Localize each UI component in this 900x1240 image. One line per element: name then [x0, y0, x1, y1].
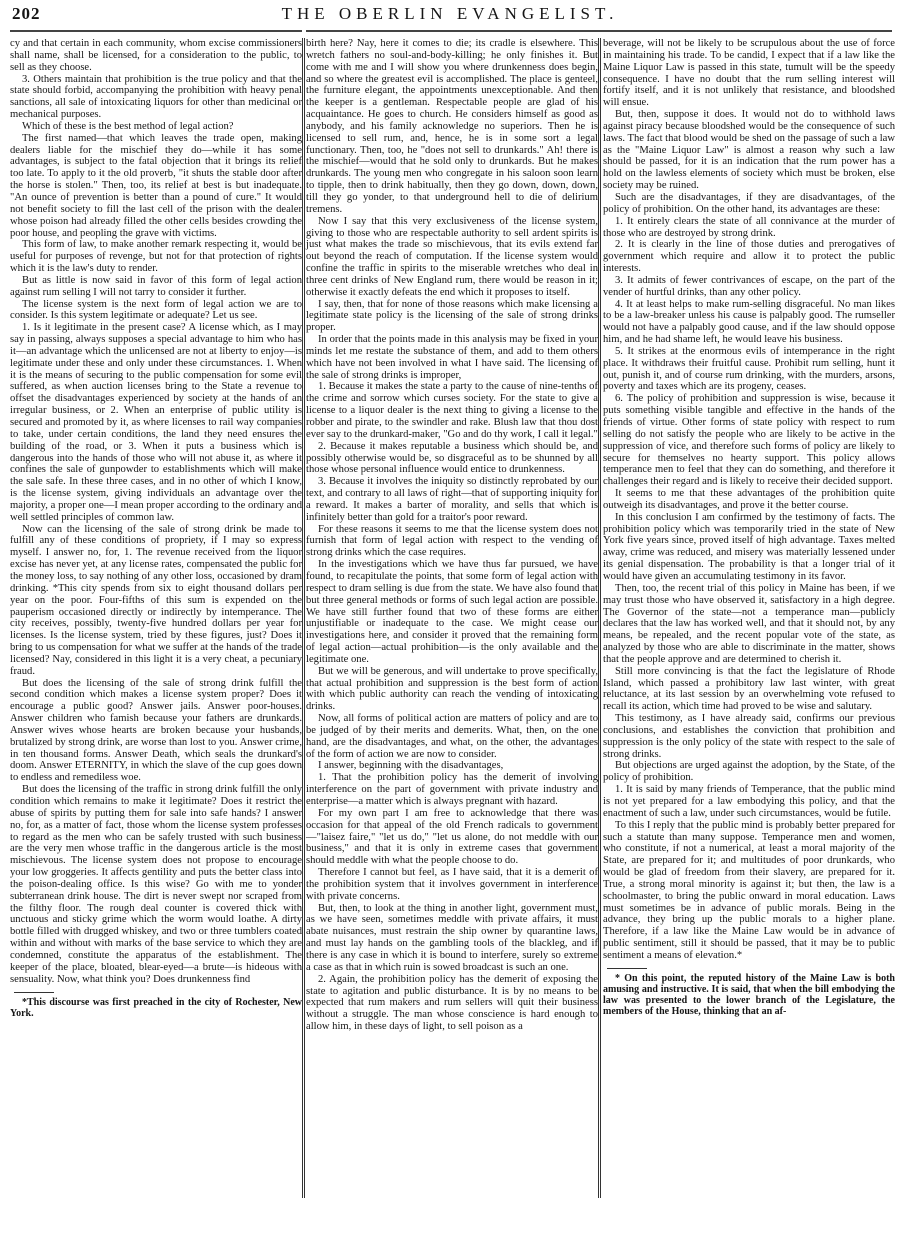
- paragraph: beverage, will not be likely to be scrupulous about the use of force in maintaining his trade. To be candid, I expect that if a law like the Maine Liquor Law is passed in this state, tumult will be the speedy consequence. I have no doubt that the rum selling interest will fortify itself, and it is not unlikely that resistance, and bloodshed will ensue.: [603, 38, 895, 109]
- paragraph: Which of these is the best method of legal action?: [22, 120, 234, 132]
- paragraph: This testimony, as I have already said, confirms our previous conclusions, and establishes the conviction that prohibition and suppression is the only policy of the state with respect to the sale of strong drinks.: [603, 713, 895, 760]
- page-number: 202: [12, 4, 41, 23]
- paragraph: But does the licensing of the traffic in strong drink fulfill the only condition which remains to make it legitimate? Does it restrict the abuse of spirits by putting them for sale into safe hands? I answer no, for, as a matter of fact, those whom the license system professes to regard as the men who can be safely trusted with such business are the very men whose traffic in the dangerous article is the most mischievous. The license system does not propose to encourage your low groggeries. It affects gentility and puts the better class into the poison-dealing office. Is this wise? Go with me to yonder subterranean drink house. The dirt is never swept nor scraped from the filthy floor. The rough deal counter is covered thick with unctuous and sticky grime which the worm would loathe. A dirty bottle filled with drugged whiskey, and two or three tumblers coated within and without with marks of the base service to which they are condemned, constitute the apparatus of the establishment. The keeper of the place, bloated, blear-eyed—a brute—is hideous with sensuality. Now, what think you? Does drunkenness find: [10, 784, 302, 985]
- column-2: [306, 38, 598, 1033]
- footnote-rule: [607, 968, 647, 969]
- paragraph: But does the licensing of the sale of strong drink fulfill the second condition which makes a license system proper? Does it encourage a public good? Answer jails. Answer poor-houses. Answer children who famish because your fathers are drunkards. Answer wives whose hearts are broken because your husbands, brutalized by strong drink, are worse than lost to you. Answer crime, in ten thousand forms. Answer Death, which seals the drunkard's doom. Answer ETERNITY, in which the slave of the cup goes down to endless and remediless woe.: [10, 677, 302, 784]
- paragraph: It seems to me that these advantages of the prohibition quite outweigh its disadvantages, and prove it the better course.: [603, 488, 895, 511]
- paragraph: But, then, suppose it does. It would not do to withhold laws against piracy because bloodshed would be the consequence of such laws. The fact that blood would be shed on the passage of such a law as the "Maine Liquor Law" is almost a reason why such a law should be passed, for it is an indication that the rum power has a hold on the lawless elements of society which must be broken, else society may be ruined.: [603, 109, 895, 192]
- paragraph: In the investigations which we have thus far pursued, we have found, to recapitulate the points, that some form of legal action with respect to dram selling is due from the state. We have also found that but three general methods or forms of such legal action are possible. We have still further found that two of these forms are either unjustifiable or inadequate to the case. We might cease our investigations here, and consider it proved that the remaining form of legal action—actual prohibition—is the only available and the legitimate one.: [306, 559, 598, 665]
- paragraph: In order that the points made in this analysis may be fixed in your minds let me restate the substance of them, and add to them others which have not been involved in what I have said. The licensing of the sale of strong drinks is improper,: [306, 334, 598, 381]
- column-divider: [598, 38, 601, 1198]
- paragraph: 2. Because it makes reputable a business which should be, and possibly otherwise would be, so disgraceful as to be shunned by all those whose personal influence would entice to drunkenness.: [306, 440, 598, 476]
- paragraph: 1. That the prohibition policy has the demerit of involving interference on the part of government with private industry and enterprise—a matter which is always pregnant with hazard.: [306, 772, 598, 807]
- footnote: *This discourse was first preached in the city of Rochester, New York.: [10, 996, 302, 1019]
- paragraph: Still more convincing is that the fact the legislature of Rhode Island, which passed a prohibitory law last winter, with great reluctance, at its last session by an overwhelming vote refused to recall its action, which time had proved to be wise and salutary.: [603, 665, 895, 713]
- paragraph: Now, all forms of political action are matters of policy and are to be judged of by their merits and demerits. What, then, on the one hand, are the disadvantages, and what, on the other, the advantages of the form of action we are now to consider.: [306, 713, 598, 760]
- header-rule: [306, 30, 892, 32]
- paragraph: birth here? Nay, here it comes to die; its cradle is elsewhere. This wretch fathers no soul-and-body-killing; he only finishes it. But come with me and I will show you where drunkenness does begin, and so where the greatest evil is accomplished. The place is genteel, the furniture elegant, the appointments unexceptionable. And then the keeper is a gentleman. Respectable people are glad of his acquaintance. He goes to church. He considers himself as good as anybody, and his family acknowledge no superiors. Then he is licensed to sell rum, and, hence, he is in some sort a legal functionary. Then, too, he "does not sell to drunkards." Ah! there is the mischief—would that he sold only to drunkards. But he makes drunkards. The young men who congregate in his saloon soon learn to tipple, then to drink habitually, then they go down, down, down, till they go yonder, to that underground hell to die of delirium tremens.: [306, 38, 598, 215]
- paragraph: For my own part I am free to acknowledge that there was occasion for that appeal of the old French radicals to government—"laisez faire," "let us do," "let us alone, do not meddle with our business," and that it is only in extreme cases that government should meddle with what the people choose to do.: [306, 807, 598, 867]
- paragraph: 6. The policy of prohibition and suppression is wise, because it puts something visible tangible and effective in the hands of the friends of virtue. Other forms of state policy with respect to rum selling do not satisfy the people who are likely to be active in the suppression of vice, and therefore such forms of policy are likely to secure for themselves no hearty support. This policy allows temperance men to feel that they can do something, and therefore it challenges their regard and is likely to receive their decided support.: [603, 393, 895, 488]
- paragraph: 3. Others maintain that prohibition is the true policy and that the state should forbid, accompanying the prohibition with heavy penal sanctions, all sale of intoxicating liquors for other than medicinal or mechanical purposes.: [10, 73, 302, 121]
- paragraph: 1. Because it makes the state a party to the cause of nine-tenths of the crime and sorrow which curses society. For the state to give a license to a liquor dealer is the next thing to giving a license to the robber and pirate, to the swindler and rake. Blush law that thou dost ever say to the drunkard-maker, "Go and do thy work, I call it legal.": [306, 381, 598, 440]
- paragraph: Now can the licensing of the sale of strong drink be made to fulfill any of these conditions of propriety, if I may so express myself. I answer no, for, 1. The revenue received from the liquor excise has never yet, at any license rates, compensated the public for the money loss, to say nothing of any other loss, occasioned by dram drinking. *This city spends from six to eight thousand dollars per year on the poor. Four-fifths of this sum is expended on the pauperism occasioned directly or indirectly by intemperance. The city receives, possibly, twenty-five hundred dollars per year for licenses. Is the license system, tried by these figures, just? Does it bring to us compensation for what we suffer at the hands of the trade licensed? Nay, considered in this light it is a very cheat, a pecuniary fraud.: [10, 523, 302, 677]
- paragraph: Then, too, the recent trial of this policy in Maine has been, if we may trust those who have observed it, satisfactory in a high degree. The Governor of the state—not a temperance man—publicly declares that the law has worked well, and that it should not, by any means, be repealed, and the recent popular vote of the state, as analyzed by those who are able to discriminate in the matter, shows that the people approve and are determined to cherish it.: [603, 582, 895, 665]
- paragraph: But we will be generous, and will undertake to prove specifically, that actual prohibition and suppression is the best form of action with which public authority can reach the vending of intoxicating drinks.: [306, 665, 598, 713]
- footnote: * On this point, the reputed history of the Maine Law is both amusing and instructive. It is said, that when the bill embodying the law was presented to the lower branch of the Legislature, the members of the House, thinking that an af-: [603, 972, 895, 1018]
- paragraph: cy and that certain in each community, whom excise commissioners shall name, shall be licensed, for a consideration to the public, to sell as they choose.: [10, 38, 302, 73]
- paragraph: I answer, beginning with the disadvantages,: [318, 760, 504, 772]
- paragraph: 5. It strikes at the enormous evils of intemperance in the right place. It withdraws their fruitful cause. Prohibit rum selling, hunt it out, punish it, and of course rum drinking, with the murders, arsons, poverty and taxes which are its progeny, ceases.: [603, 345, 895, 393]
- paragraph: 3. It admits of fewer contrivances of escape, on the part of the vender of hurtful drinks, than any other policy.: [603, 274, 895, 298]
- paragraph: 1. Is it legitimate in the present case? A license which, as I may say in passing, always supposes a special advantage to him who has it—an advantage which the unlicensed are not at liberty to enjoy—is legitimate under these and only under these circumstances. 1. When it is the means of securing to the public compensation for some evil suffered, as when auction licenses bring to the State a revenue to offset the disadvantages experienced by society at the hands of an irregular business, or 2. When an enterprise of public utility is secured and promoted by it, as where licenses to rail way companies to take, under certain conditions, the land they need ensures the building of the road, or 3. When it puts a business which is dangerous into the hands of those who will not abuse it, as where it confines the sale of gunpowder to establishments which will make the sale safe. In these three cases, and in no other of which I know, is the license system, giving individuals an advantage over the majority, a proper one—I mean proper according to the ordinary and well settled principles of common law.: [10, 322, 302, 523]
- paragraph: To this I reply that the public mind is probably better prepared for such a statute than many suppose. Temperance men and women, who constitute, if not a numerical, at least a moral majority of the State, are prepared for it; and multitudes of poor drunkards, who would be glad of freedom from their slavery, are prepared for it. True, a strong moral minority is against it; but then, the law is a schoolmaster, to bring the public onward in moral education. Laws must sometimes be in advance of public morals. Being in the advance, they bring up the public morals to a higher plane. Therefore, if a law like the Maine Law would be in advance of public sentiment, still it should be passed, that it may be to public sentiment a means of elevation.*: [603, 819, 895, 961]
- paragraph: But as little is now said in favor of this form of legal action against rum selling I will not tarry to consider it further.: [10, 274, 302, 298]
- masthead-title: THE OBERLIN EVANGELIST.: [281, 4, 619, 23]
- paragraph: But objections are urged against the adoption, by the State, of the policy of prohibition.: [603, 760, 895, 784]
- paragraph: Therefore I cannot but feel, as I have said, that it is a demerit of the prohibition system that it involves government in interference with private concerns.: [306, 867, 598, 902]
- paragraph: Such are the disadvantages, if they are disadvantages, of the policy of prohibition. On the other hand, its advantages are these:: [603, 191, 895, 215]
- paragraph: For these reasons it seems to me that the license system does not furnish that form of legal action with respect to the vending of strong drinks which the case requires.: [306, 523, 598, 559]
- paragraph: 2. It is clearly in the line of those duties and prerogatives of government which require and allow it to protect the public interests.: [603, 239, 895, 275]
- paragraph: Now I say that this very exclusiveness of the license system, giving to those who are respectable authority to sell ardent spirits is just what makes the trade so mischievous, that its evils extend far out beyond the reach of computation. If the license system would confine the traffic in spirits to the miserable wretches who deal in three cent drinks of New England rum, there would be reason in it; otherwise it exactly defeats the end which it proposes to itself.: [306, 215, 598, 298]
- paragraph: The first named—that which leaves the trade open, making dealers liable for the mischief they do—while it has some advantages, is subject to the fatal objection that it brings its relief too late. To apply to it the old proverb, "it shuts the stable door after the horse is stolen." Then, too, its relief at best is but inadequate. "An ounce of prevention is better than a pound of cure." It would not benefit society to fill the last cell of the prison with the dealer whose poison had already filled the other cells besides crowding the poor house, and peopling the grave with victims.: [10, 132, 302, 239]
- paragraph: But, then, to look at the thing in another light, government must, as we have seen, sometimes meddle with private affairs, it must abate nuisances, must restrain the ship owner by quarantine laws, and must lay hands on the gambling tools of the blackleg, and if there is any case in which it is bound to interfere, surely so extreme a case as that in which ruin is sowed broadcast is such an one.: [306, 902, 598, 973]
- paragraph: 1. It entirely clears the state of all connivance at the murder of those who are destroyed by strong drink.: [603, 215, 895, 239]
- paragraph: This form of law, to make another remark respecting it, would be useful for purposes of revenge, but not for that protection of rights which it is the law's duty to render.: [10, 239, 302, 275]
- column-3: [603, 38, 895, 1018]
- column-divider: [302, 38, 305, 1198]
- column-1: [10, 38, 302, 1019]
- paragraph: I say, then, that for none of those reasons which make licensing a legitimate state policy is the licensing of the sale of strong drinks proper.: [306, 298, 598, 334]
- footnote-rule: [14, 992, 54, 993]
- header-rule: [10, 30, 302, 32]
- paragraph: The license system is the next form of legal action we are to consider. Is this system legitimate or adequate? Let us see.: [10, 298, 302, 322]
- paragraph: 4. It at least helps to make rum-selling disgraceful. No man likes to be a law-breaker unless his cause is palpably good. The rumseller would not have a palpably good cause, and if the law should oppose him, and he had shame left, he would leave his business.: [603, 298, 895, 346]
- paragraph: 1. It is said by many friends of Temperance, that the public mind is not yet prepared for a law embodying this policy, and that the enactment of such a law, under such circumstances, would be futile.: [603, 784, 895, 819]
- paragraph: In this conclusion I am confirmed by the testimony of facts. The prohibition policy which was temporarily tried in the state of New York five years since, proved itself of high advantage. Taxes melted away, crime was reduced, and misery was materially lessened under its genial dispensation. The probability is that a longer trial of it would have given an accumulating testimony in its favor.: [603, 511, 895, 582]
- paragraph: 2. Again, the prohibition policy has the demerit of exposing the state to agitation and public disturbance. It is by no means to be expected that rum makers and rum sellers will quit their business without a struggle. The man whose conscience is hard enough to allow him, in these days of light, to sell poison as a: [306, 973, 598, 1033]
- paragraph: 3. Because it involves the iniquity so distinctly reprobated by our text, and contrary to all laws of right—that of supporting iniquity for a reward. It makes a barter of morality, and sells that which is infinitely better than gold for a traitor's poor reward.: [306, 476, 598, 523]
